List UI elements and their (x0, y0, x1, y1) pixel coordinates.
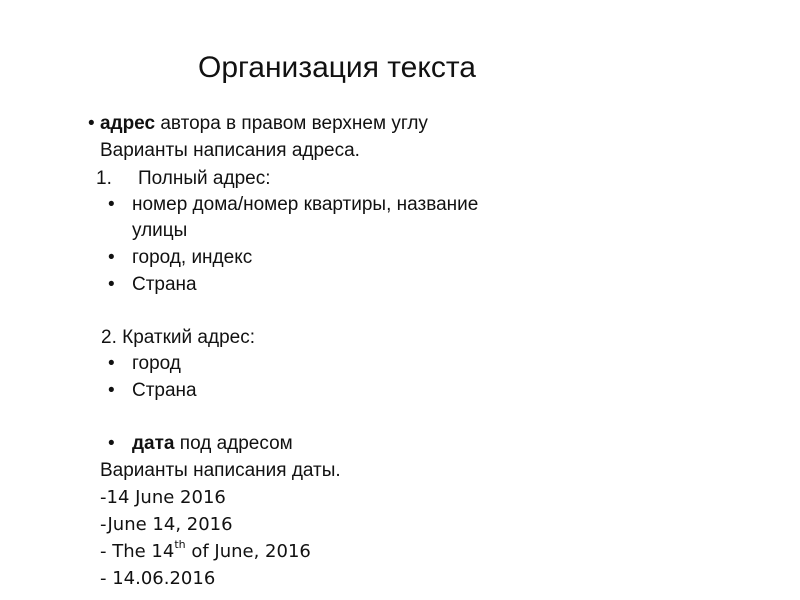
address-text: автора в правом верхнем углу (155, 113, 428, 134)
bullet-icon: • (88, 113, 95, 134)
full-address-label: Полный адрес: (138, 168, 271, 189)
date-example-3-start: - The 14 (100, 541, 175, 562)
slide-title: Организация текста (198, 51, 476, 84)
date-text: под адресом (174, 433, 293, 454)
date-variants-label: Варианты написания даты. (100, 460, 341, 481)
address-keyword: адрес (99, 113, 156, 134)
address-variants-label: Варианты написания адреса. (100, 140, 360, 161)
bullet-icon: • (108, 380, 115, 401)
date-example-3-end: of June, 2016 (185, 541, 311, 562)
short-address-label: 2. Краткий адрес: (101, 327, 255, 348)
list-item: город (132, 353, 181, 374)
list-item: номер дома/номер квартиры, название (132, 194, 479, 215)
date-keyword: дата (132, 433, 175, 454)
bullet-icon: • (108, 247, 115, 268)
date-example-1: -14 June 2016 (100, 487, 226, 508)
full-address-number: 1. (96, 168, 112, 189)
list-item: город, индекс (132, 247, 253, 268)
date-example-2: -June 14, 2016 (100, 514, 233, 535)
list-item: Страна (132, 380, 197, 401)
date-item (132, 432, 293, 456)
address-item (88, 112, 428, 136)
bullet-icon: • (108, 353, 115, 374)
list-item: Страна (132, 274, 197, 295)
list-item: улицы (132, 220, 188, 241)
bullet-icon: • (108, 274, 115, 295)
ordinal-suffix: th (174, 538, 186, 551)
date-example-3 (100, 540, 311, 564)
bullet-icon: • (108, 433, 115, 454)
bullet-icon: • (108, 194, 115, 215)
date-example-4: - 14.06.2016 (100, 568, 216, 589)
